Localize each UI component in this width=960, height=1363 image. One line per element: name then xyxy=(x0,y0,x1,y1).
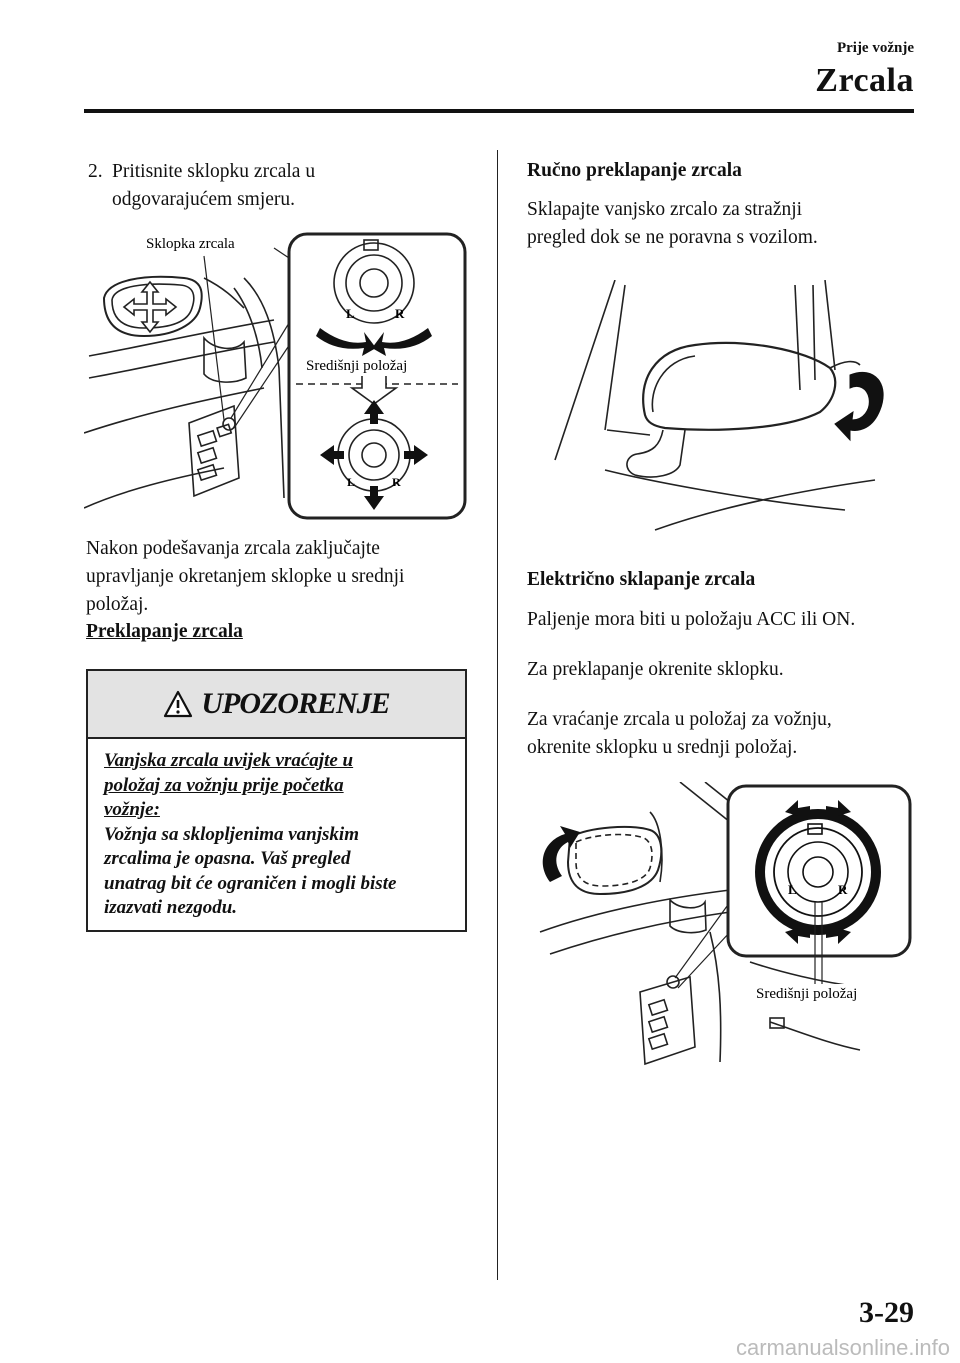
knob-label-l: L xyxy=(788,882,797,897)
warning-box xyxy=(86,669,467,932)
page-number: 3-29 xyxy=(859,1296,914,1329)
warning-line6: unatrag bit će ograničen i mogli biste xyxy=(104,872,397,894)
warning-line2: položaj za vožnju prije početka xyxy=(104,774,344,796)
section-label: Prije vožnje xyxy=(836,40,914,56)
lock-paragraph-line3: položaj. xyxy=(86,594,149,615)
warning-header xyxy=(88,671,465,739)
ignition-text: Paljenje mora biti u položaju ACC ili ON. xyxy=(527,609,856,630)
step-text-line2: odgovarajućem smjeru. xyxy=(112,189,296,210)
warning-line3: vožnje: xyxy=(104,799,160,820)
return-instruction xyxy=(527,706,927,762)
fold-instruction: Za preklapanje okrenite sklopku. xyxy=(527,659,784,680)
warning-title: UPOZORENJE xyxy=(201,687,390,720)
label-center-position-2: Središnji položaj xyxy=(756,986,858,1002)
heading-manual-folding: Ručno preklapanje zrcala xyxy=(527,160,742,181)
heading-electric-folding: Električno sklapanje zrcala xyxy=(527,569,756,590)
knob-top-label-l: L xyxy=(346,306,355,321)
manual-folding-text xyxy=(527,196,927,252)
label-mirror-switch: Sklopka zrcala xyxy=(146,236,235,252)
page-title: Zrcala xyxy=(815,62,914,99)
knob-bottom-label-r: R xyxy=(392,475,401,489)
warning-line5: zrcalima je opasna. Vaš pregled xyxy=(104,848,351,869)
lock-paragraph-line2: upravljanje okretanjem sklopke u srednji xyxy=(86,566,405,587)
manual-fold-figure xyxy=(545,280,895,540)
warning-body xyxy=(104,749,453,921)
warning-line1: Vanjska zrcala uvijek vraćajte u xyxy=(104,750,354,771)
step-2 xyxy=(88,158,468,214)
lock-paragraph xyxy=(86,535,481,619)
watermark: carmanualsonline.info xyxy=(735,1335,950,1360)
manual-folding-line2: pregled dok se ne poravna s vozilom. xyxy=(527,227,818,248)
return-instruction-line1: Za vraćanje zrcala u položaj za vožnju, xyxy=(527,709,832,730)
electric-fold-figure xyxy=(530,782,915,1072)
knob-bottom-label-l: L xyxy=(347,475,356,489)
warning-line4: Vožnja sa sklopljenima vanjskim xyxy=(104,823,359,845)
knob-top-label-r: R xyxy=(395,306,405,321)
lock-paragraph-line1: Nakon podešavanja zrcala zaključajte xyxy=(86,538,380,559)
step-number: 2. xyxy=(88,161,103,182)
step-text-line1: Pritisnite sklopku zrcala u xyxy=(112,161,316,182)
header-rule xyxy=(84,109,914,113)
manual-folding-line1: Sklapajte vanjsko zrcalo za stražnji xyxy=(527,199,803,220)
column-divider xyxy=(497,150,498,1280)
warning-line7: izazvati nezgodu. xyxy=(104,897,238,918)
subheading-folding: Preklapanje zrcala xyxy=(86,621,243,642)
label-center-position: Središnji položaj xyxy=(306,358,408,374)
return-instruction-line2: okrenite sklopku u srednji položaj. xyxy=(527,737,798,758)
mirror-switch-figure xyxy=(84,228,469,523)
knob-label-r: R xyxy=(838,882,848,897)
warning-triangle-icon xyxy=(163,690,193,718)
